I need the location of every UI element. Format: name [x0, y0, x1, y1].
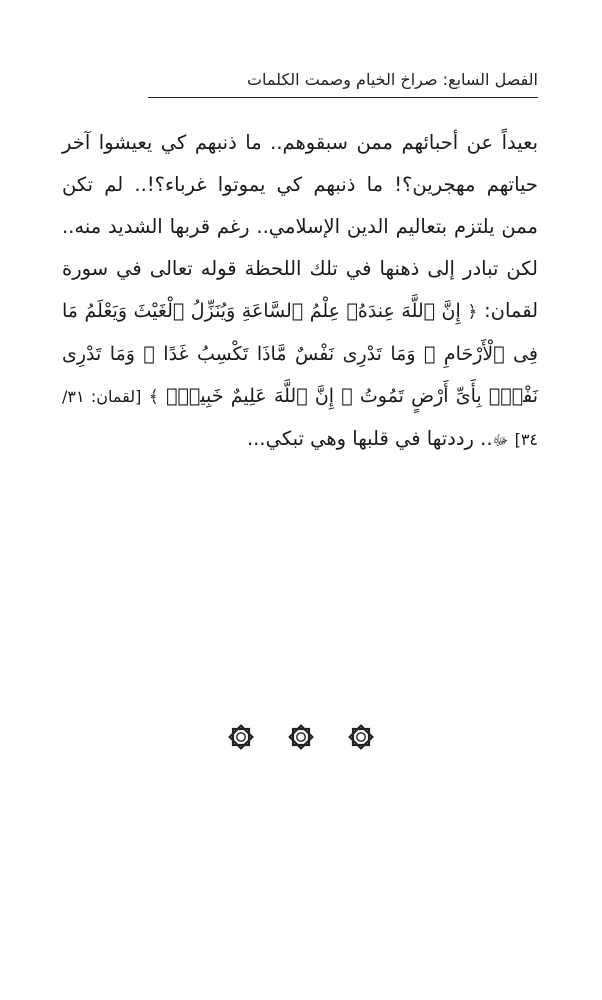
quran-close-bracket: ﴾	[148, 387, 159, 407]
verse-citation: [لقمان: ٣١/ ٣٤]	[62, 387, 538, 449]
running-header: الفصل السابع: صراخ الخيام وصمت الكلمات	[246, 70, 538, 89]
octagram-ornament-icon	[226, 722, 256, 752]
paragraph-text	[62, 122, 538, 462]
octagram-ornament-icon	[286, 722, 316, 752]
quran-open-bracket: ﴿	[467, 302, 478, 322]
paragraph-1: بعيداً عن أحبائهم ممن سبقوهم.. ما ذنبهم كي يعيشوا آخر حياتهم مهجرين؟! ما ذنبهم كي يموتوا غرباء؟!.. لم تكن ممن يلتزم بتعاليم الدين الإسلامي.. رغم قربها الشديد منه.. لكن تبادر إلى ذهنها في تلك اللحظة قوله تعالى في سورة لقمان:	[62, 131, 539, 322]
quran-verse: إِنَّ ٱللَّهَ عِندَهُۥ عِلْمُ ٱلسَّاعَةِ وَيُنَزِّلُ ٱلْغَيْثَ وَيَعْلَمُ مَا فِى ٱلْأَرْحَامِ ۖ وَمَا تَدْرِى نَفْسٌ مَّاذَا تَكْسِبُ غَدًا ۖ وَمَا تَدْرِى نَفْسٌۢ بِأَىِّ أَرْضٍ تَمُوتُ ۚ إِنَّ ٱللَّهَ عَلِيمٌ خَبِيرٌۢ	[62, 300, 539, 407]
paragraph-2: .. رددتها في قلبها وهي تبكي...	[246, 427, 493, 450]
body-text	[62, 122, 538, 462]
honorific-glyph: ﷻ	[492, 433, 509, 449]
octagram-ornament-icon	[346, 722, 376, 752]
header-rule	[148, 97, 538, 98]
section-divider-ornaments	[0, 722, 602, 752]
